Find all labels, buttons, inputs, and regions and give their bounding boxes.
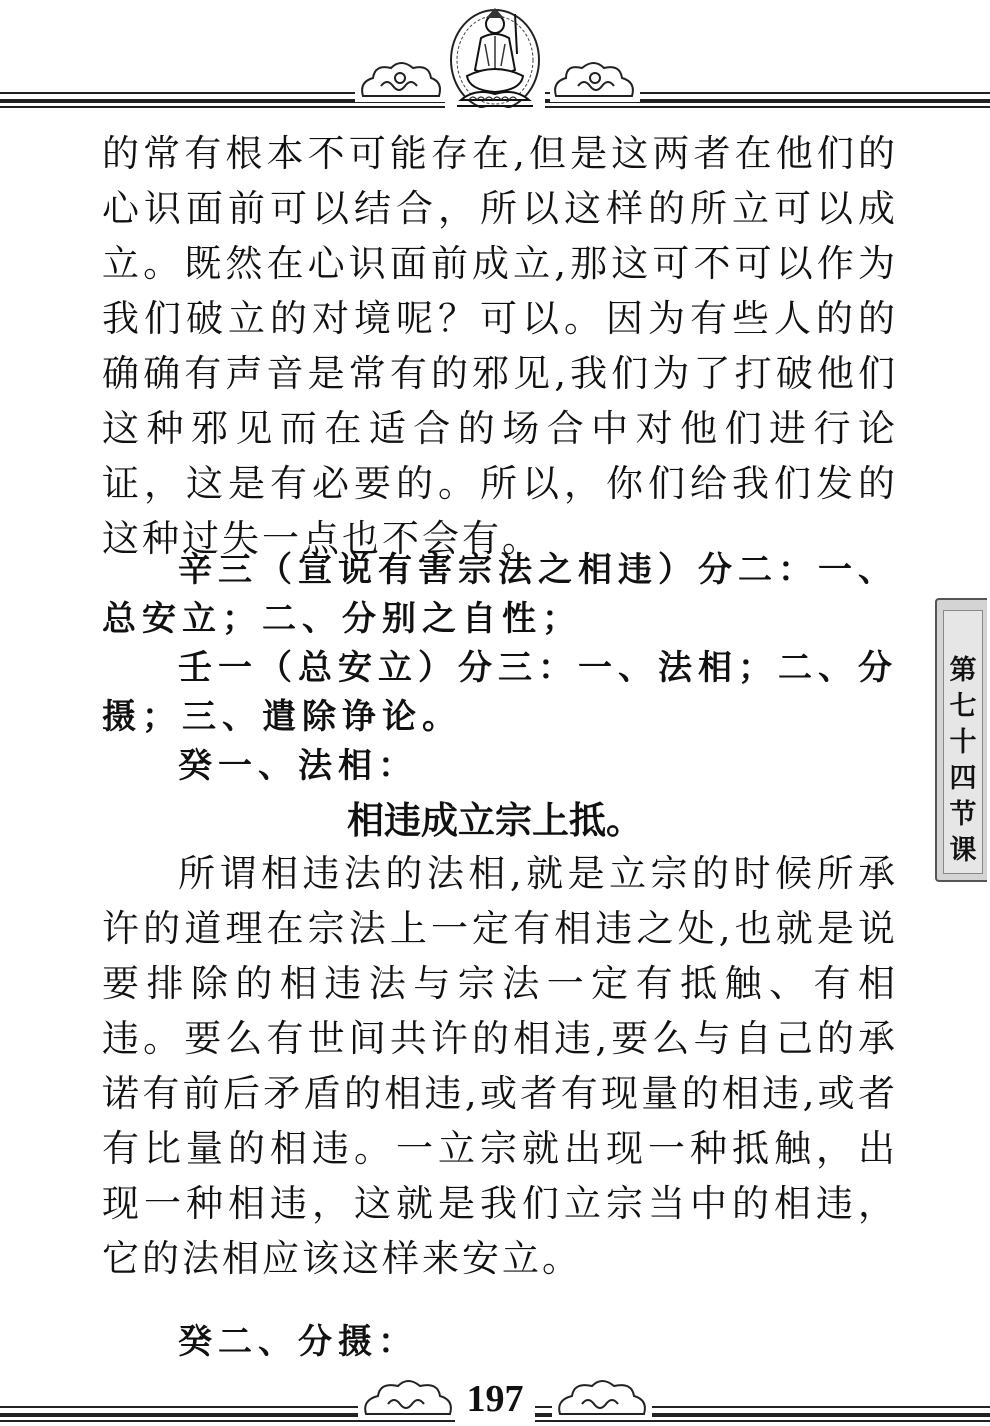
page-header (0, 0, 990, 110)
paragraph-2: 所谓相违法的法相,就是立宗的时候所承许的道理在宗法上一定有相违之处,也就是说要排除的相违法与宗法一定有抵触、有相违。要么有世间共许的相违,要么与自己的承诺有前后矛盾的相违,或者有现量的相违,或者有比量的相违。一立宗就出现一种抵触，出现一种相违，这就是我们立宗当中的相违，它的法相应该这样来安立。 (102, 852, 898, 1280)
buddha-figure-icon (445, 4, 545, 108)
section-heading-gui-yi: 癸一、法相： (178, 746, 418, 786)
paragraph-1: 的常有根本不可能存在,但是这两者在他们的心识面前可以结合，所以这样的所立可以成立。既然在心识面前成立,那这可不可以作为我们破立的对境呢？可以。因为有些人的的确确有声音是常有的邪见,我们为了打破他们这种邪见而在适合的场合中对他们进行论证，这是有必要的。所以，你们给我们发的这种过失一点也不会有。 (102, 132, 898, 560)
chapter-side-tab-frame (943, 610, 983, 874)
root-verse: 相违成立宗上抵。 (347, 799, 643, 842)
page-number: 197 (466, 1378, 524, 1420)
cloud-ornament-right-icon (550, 56, 640, 102)
cloud-ornament-left-icon (355, 56, 445, 102)
section-heading-ren-yi: 壬一（总安立）分三：一、法相；二、分摄；三、遣除诤论。 (102, 648, 898, 737)
chapter-side-tab-label: 第七十四节课 (949, 655, 977, 866)
section-heading-xin-san: 辛三（宣说有害宗法之相违）分二：一、总安立；二、分别之自性； (102, 550, 898, 639)
section-heading-gui-er: 癸二、分摄： (178, 1322, 418, 1362)
chapter-side-tab (935, 598, 987, 882)
